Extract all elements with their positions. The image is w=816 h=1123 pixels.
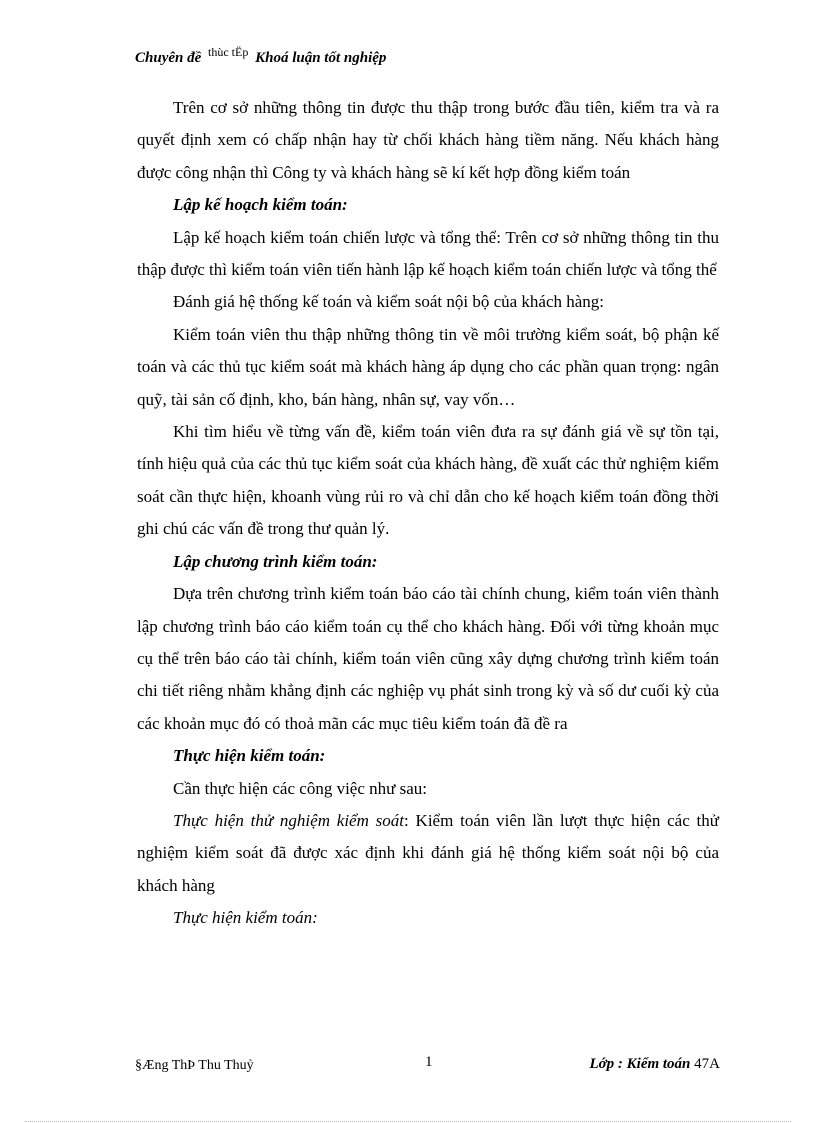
paragraph — [137, 902, 719, 934]
section-heading: Lập kế hoạch kiểm toán: — [173, 195, 348, 215]
paragraph: Cần thực hiện các công việc như sau: — [173, 778, 427, 798]
paragraph: Dựa trên chương trình kiểm toán báo cáo tài chính chung, kiểm toán viên thành lập chương trình báo cáo kiểm toán cụ thể cho khách hàng. Đối với từng khoản mục cụ thể trên báo cáo tài chính, kiểm toán viên cũng xây dựng chương trình kiểm toán chi tiết riêng nhằm khẳng định các nghiệp vụ phát sinh trong kỳ và số dư cuối kỳ của các khoản mục đó có thoả mãn các mục tiêu kiểm toán đã đề ra — [137, 584, 719, 733]
page-bottom-divider — [25, 1121, 791, 1122]
footer-class-code: 47A — [694, 1056, 720, 1072]
section-heading: Thực hiện kiểm toán: — [173, 746, 326, 766]
paragraph-text: : Kiểm toán viên lần lượt thực hiện các thử nghiệm kiểm soát đã được xác định khi đánh giá hệ thống kiểm soát nội bộ của khách hàng — [137, 810, 719, 895]
header-text-part2: thùc tËp — [208, 45, 249, 59]
page-number: 1 — [425, 1054, 433, 1070]
paragraph: Lập kế hoạch kiểm toán chiến lược và tổng thể: Trên cơ sở những thông tin thu thập được thì kiểm toán viên tiến hành lập kế hoạch kiểm toán chiến lược và tổng thể — [137, 227, 719, 280]
footer-author: §Æng ThÞ Thu Thuỷ — [135, 1058, 254, 1073]
document-body — [137, 92, 719, 935]
footer-class — [589, 1056, 720, 1073]
paragraph: Khi tìm hiểu về từng vấn đề, kiểm toán viên đưa ra sự đánh giá về sự tồn tại, tính hiệu quả của các thủ tục kiểm soát của khách hàng, đề xuất các thử nghiệm kiểm soát cần thực hiện, khoanh vùng rủi ro và chỉ dẫn cho kế hoạch kiểm toán đồng thời ghi chú các vấn đề trong thư quản lý. — [137, 422, 719, 539]
paragraph: Trên cơ sở những thông tin được thu thập trong bước đầu tiên, kiểm tra và ra quyết định xem có chấp nhận hay từ chối khách hàng tiềm năng. Nếu khách hàng được công nhận thì Công ty và khách hàng sẽ kí kết hợp đồng kiểm toán — [137, 98, 719, 182]
section-heading: Lập chương trình kiểm toán: — [173, 551, 378, 571]
paragraph: Đánh giá hệ thống kế toán và kiểm soát nội bộ của khách hàng: — [173, 292, 605, 312]
header-text-part1: Chuyên đề — [135, 50, 202, 66]
paragraph-italic-lead: Thực hiện kiểm toán: — [173, 908, 318, 928]
header-text-part3: Khoá luận tốt nghiệp — [255, 50, 387, 66]
footer-class-label: Lớp : Kiểm toán — [589, 1056, 691, 1072]
paragraph-italic-lead: Thực hiện thử nghiệm kiểm soát — [173, 810, 405, 830]
paragraph — [137, 805, 719, 902]
page-footer — [135, 1054, 720, 1078]
paragraph: Kiểm toán viên thu thập những thông tin về môi trường kiểm soát, bộ phận kế toán và các thủ tục kiểm soát mà khách hàng áp dụng cho các phần quan trọng: ngân quỹ, tài sản cố định, kho, bán hàng, nhân sự, vay vốn… — [137, 324, 719, 409]
page-header — [135, 45, 695, 76]
